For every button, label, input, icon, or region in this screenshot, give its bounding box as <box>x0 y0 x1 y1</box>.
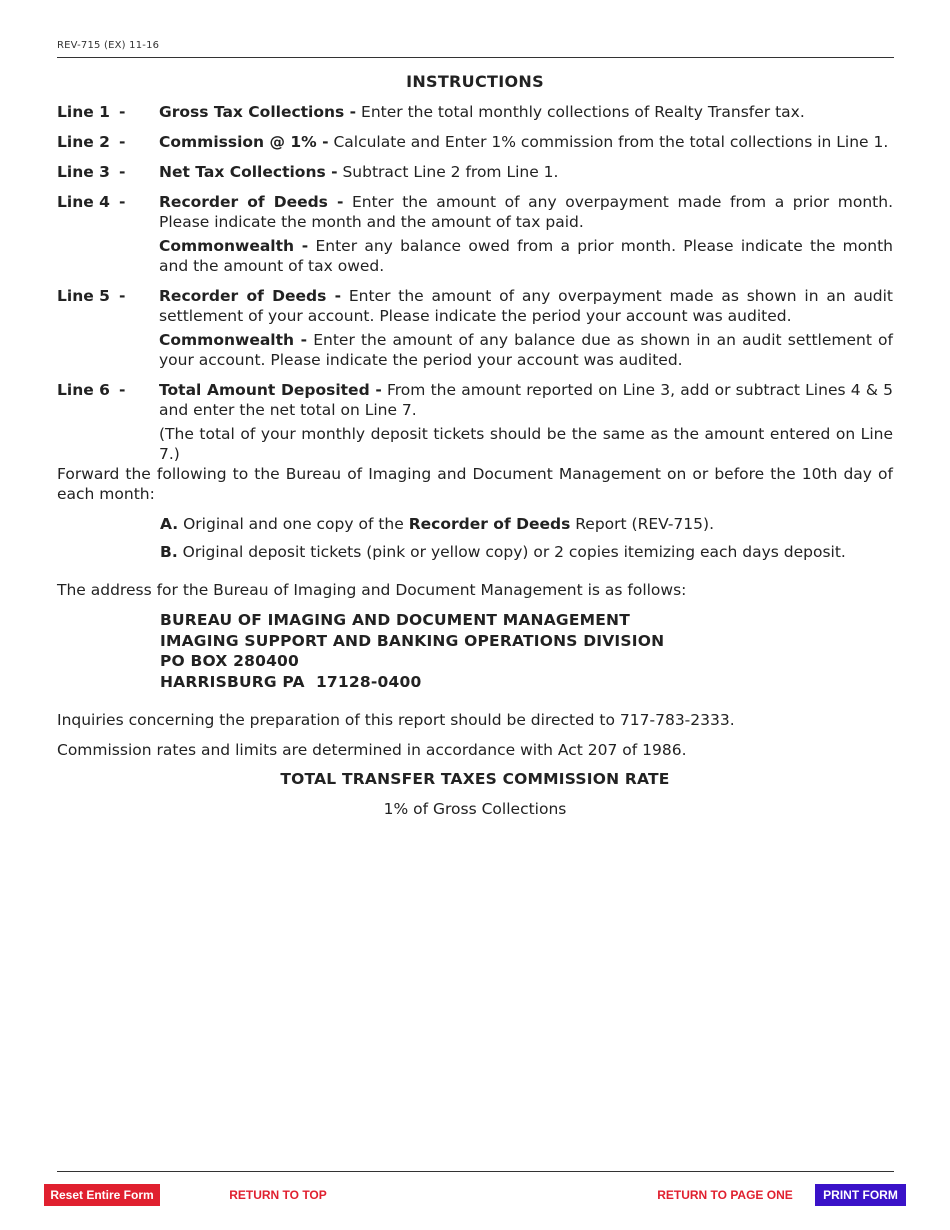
item-letter: A. <box>160 515 179 533</box>
item-b <box>160 542 846 562</box>
paragraph-text: (The total of your monthly deposit tickets should be the same as the amount entered on Line 7.) <box>159 425 893 463</box>
paragraph-heading: Recorder of Deeds - <box>159 193 344 211</box>
line-label: Line 6 <box>57 381 110 399</box>
line-paragraph <box>159 330 893 370</box>
paragraph-text: Enter any balance owed from a prior month. Please indicate the month and the amount of tax owed. <box>159 237 893 275</box>
line-paragraph <box>159 286 893 326</box>
commission-rate-value: 1% of Gross Collections <box>383 800 567 818</box>
line-5-row <box>57 286 893 370</box>
line-label: Line 1 <box>57 103 110 121</box>
paragraph-text: Enter the amount of any overpayment made from a prior month. Please indicate the month and the amount of tax paid. <box>159 193 894 231</box>
paragraph-heading: Commission @ 1% - <box>159 133 329 151</box>
line-paragraph <box>159 192 893 232</box>
paragraph-heading: Total Amount Deposited - <box>159 381 382 399</box>
line-6-row <box>57 380 893 464</box>
line-instructions <box>57 102 893 474</box>
line-3-row <box>57 162 893 182</box>
page-title: INSTRUCTIONS <box>406 72 544 91</box>
return-to-page-one-link[interactable]: RETURN TO PAGE ONE <box>657 1188 793 1202</box>
line-paragraph <box>159 424 893 464</box>
print-form-button[interactable]: PRINT FORM <box>815 1184 906 1206</box>
item-letter: B. <box>160 543 178 561</box>
commission-rate-title: TOTAL TRANSFER TAXES COMMISSION RATE <box>280 770 670 788</box>
line-dash: - <box>119 103 126 121</box>
line-label: Line 4 <box>57 193 110 211</box>
forward-instructions: Forward the following to the Bureau of Imaging and Document Management on or before the 10th day of each month: <box>57 465 893 503</box>
line-dash: - <box>119 287 126 305</box>
top-divider <box>57 57 894 58</box>
line-label: Line 5 <box>57 287 110 305</box>
address-line: PO BOX 280400 <box>160 652 300 670</box>
item-bold-text: Recorder of Deeds <box>408 515 571 533</box>
item-a <box>160 514 846 534</box>
paragraph-text: Enter the amount of any balance due as shown in an audit settlement of your account. Please indicate the period your account was audited. <box>159 331 893 369</box>
paragraph-text: Subtract Line 2 from Line 1. <box>337 163 559 181</box>
address-line: HARRISBURG PA 17128-0400 <box>160 672 422 691</box>
bottom-divider <box>57 1171 894 1172</box>
mailing-address <box>160 610 664 692</box>
paragraph-heading: Commonwealth - <box>159 331 308 349</box>
line-dash: - <box>119 133 126 151</box>
line-paragraph <box>159 236 893 276</box>
line-label: Line 3 <box>57 163 110 181</box>
line-paragraph <box>159 380 893 420</box>
line-dash: - <box>119 193 126 211</box>
reset-form-button[interactable]: Reset Entire Form <box>44 1184 160 1206</box>
inquiries-note: Inquiries concerning the preparation of this report should be directed to 717-783-2333. <box>57 711 735 729</box>
line-paragraph <box>159 162 893 182</box>
return-to-top-link[interactable]: RETURN TO TOP <box>229 1188 327 1202</box>
item-text: Report (REV-715). <box>570 515 714 533</box>
line-label: Line 2 <box>57 133 110 151</box>
line-2-row <box>57 132 893 152</box>
line-dash: - <box>119 381 126 399</box>
line-body <box>159 192 893 276</box>
item-text: Original and one copy of the <box>178 515 409 533</box>
line-1-row <box>57 102 893 122</box>
address-intro: The address for the Bureau of Imaging and Document Management is as follows: <box>57 581 687 599</box>
paragraph-heading: Commonwealth - <box>159 237 309 255</box>
line-body <box>159 132 893 152</box>
paragraph-text: From the amount reported on Line 3, add or subtract Lines 4 & 5 and enter the net total on Line 7. <box>159 381 893 419</box>
line-4-row <box>57 192 893 276</box>
line-dash: - <box>119 163 126 181</box>
address-line: BUREAU OF IMAGING AND DOCUMENT MANAGEMENT <box>160 611 630 629</box>
paragraph-text: Enter the amount of any overpayment made as shown in an audit settlement of your account. Please indicate the period your account was audited. <box>159 287 894 325</box>
item-text: Original deposit tickets (pink or yellow copy) or 2 copies itemizing each days deposit. <box>177 543 846 561</box>
line-paragraph <box>159 132 893 152</box>
paragraph-text: Enter the total monthly collections of Realty Transfer tax. <box>356 103 805 121</box>
paragraph-heading: Recorder of Deeds - <box>159 287 342 305</box>
line-body <box>159 102 893 122</box>
line-body <box>159 286 893 370</box>
paragraph-text: Calculate and Enter 1% commission from the total collections in Line 1. <box>328 133 889 151</box>
address-line: IMAGING SUPPORT AND BANKING OPERATIONS DIVISION <box>160 631 665 650</box>
forward-items <box>160 514 846 570</box>
form-code: REV-715 (EX) 11-16 <box>57 40 160 51</box>
line-paragraph <box>159 102 893 122</box>
line-body <box>159 380 893 464</box>
paragraph-heading: Gross Tax Collections - <box>159 103 357 121</box>
paragraph-heading: Net Tax Collections - <box>159 163 338 181</box>
line-body <box>159 162 893 182</box>
rates-note: Commission rates and limits are determined in accordance with Act 207 of 1986. <box>57 741 687 759</box>
